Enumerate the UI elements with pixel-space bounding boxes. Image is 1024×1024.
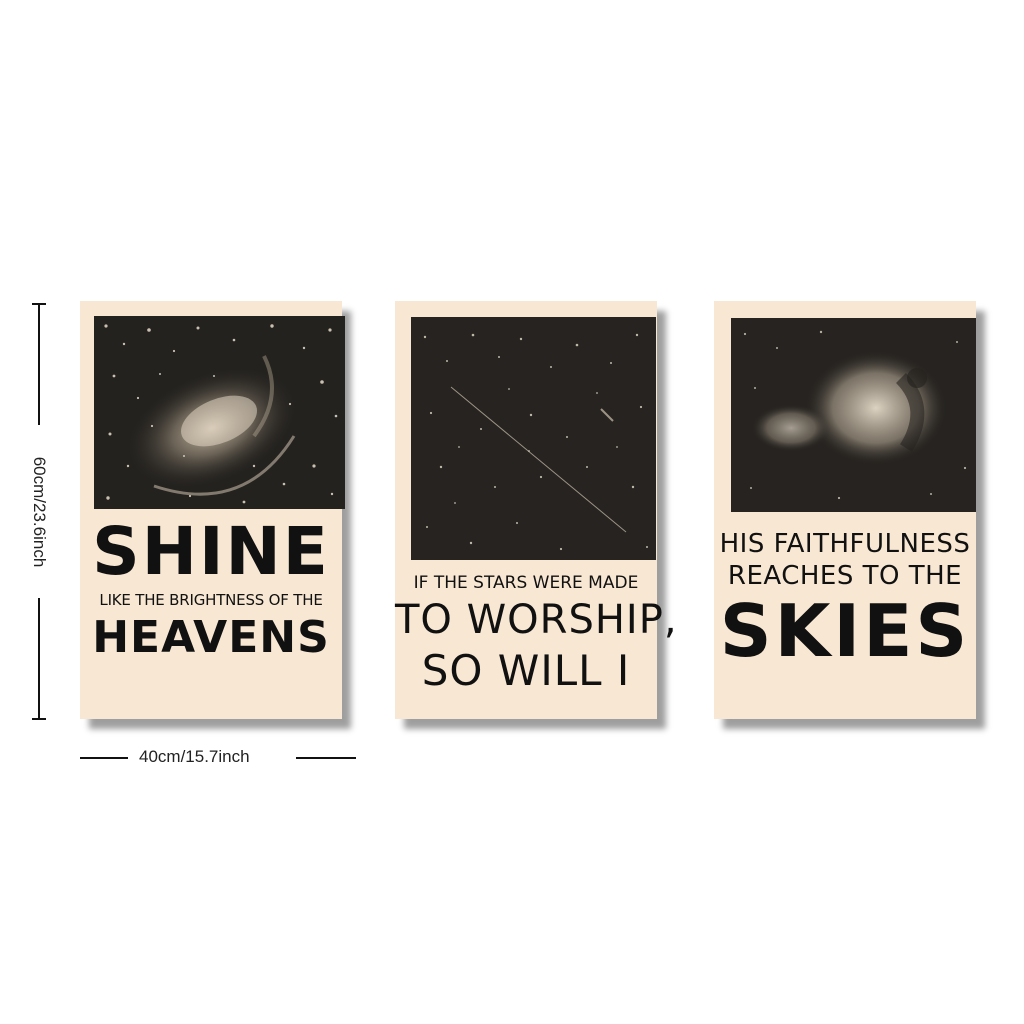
poster-footer-word: HEAVENS	[92, 612, 330, 663]
poster-subline: HIS FAITHFULNESS	[719, 529, 971, 559]
height-dimension-bottom-tick	[32, 718, 46, 720]
poster-headline: SHINE	[92, 513, 330, 590]
height-dimension-line-bottom	[38, 598, 40, 720]
poster-headline: TO WORSHIP,	[395, 597, 678, 643]
poster-text-skies	[714, 529, 976, 673]
width-dimension-label: 40cm/15.7inch	[139, 747, 250, 766]
poster-panel-skies	[714, 301, 976, 719]
height-dimension-label: 60cm/23.6inch	[30, 456, 49, 568]
poster-text-worship	[395, 573, 678, 695]
orion-nebula-image	[731, 318, 976, 512]
poster-subline: IF THE STARS WERE MADE	[413, 573, 639, 593]
width-dimension-line-left	[80, 757, 128, 759]
poster-headline: SKIES	[719, 589, 971, 673]
width-dimension-line-right	[296, 757, 356, 759]
poster-subline: LIKE THE BRIGHTNESS OF THE	[99, 591, 323, 609]
poster-panel-shine	[80, 301, 342, 719]
height-dimension-line-top	[38, 303, 40, 425]
spiral-galaxy-image	[94, 316, 345, 509]
poster-text-shine	[80, 513, 342, 663]
poster-footer-word: SO WILL I	[421, 646, 631, 695]
star-field-image	[411, 317, 656, 560]
poster-subline-2: REACHES TO THE	[727, 561, 963, 591]
poster-panel-worship	[395, 301, 678, 719]
